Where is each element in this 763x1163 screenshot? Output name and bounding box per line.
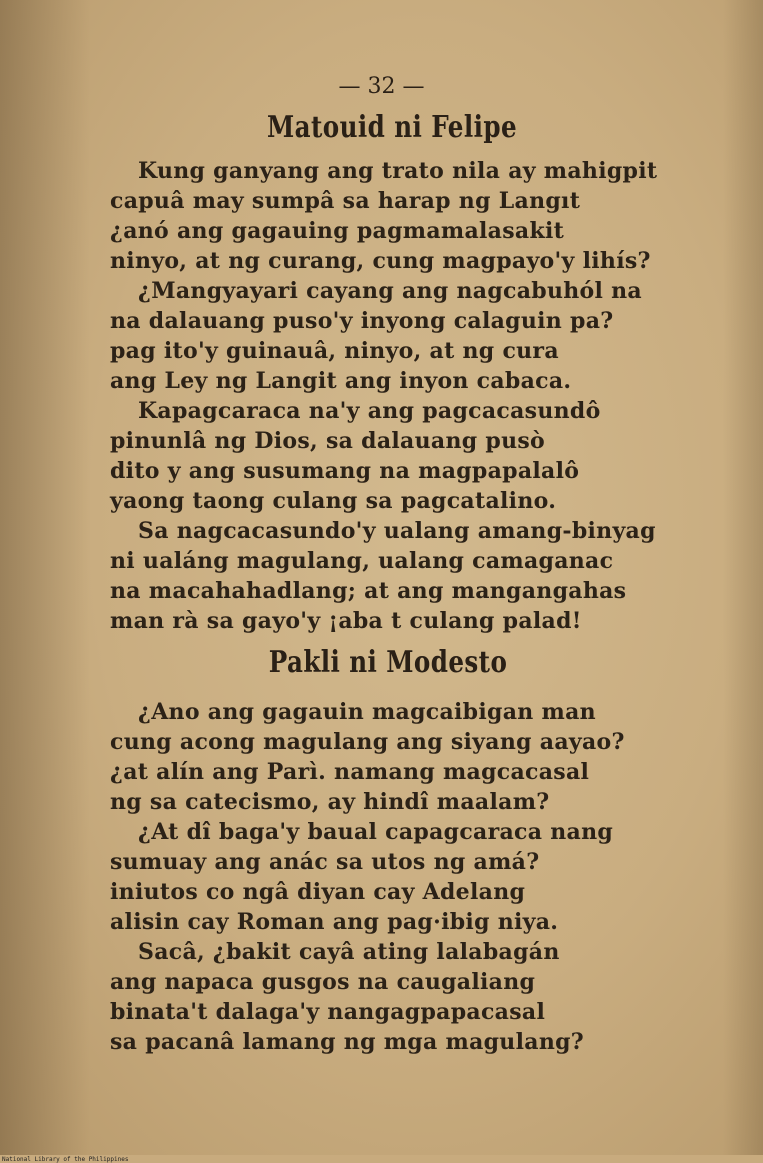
verse-line: sa pacanâ lamang ng mga magulang? [110, 1029, 584, 1055]
verse-line: sumuay ang anác sa utos ng amá? [110, 849, 540, 875]
verse-line: ¿Ano ang gagauin magcaibigan man [138, 699, 596, 725]
verse-line: man rà sa gayo'y ¡aba t culang palad! [110, 608, 582, 634]
verse-line: Kapagcaraca na'y ang pagcacasundô [138, 398, 601, 424]
verse-line: binata't dalaga'y nangagpapacasal [110, 999, 546, 1025]
section-pakli-text [110, 697, 730, 1057]
verse-line: capuâ may sumpâ sa harap ng Langıt [110, 188, 581, 214]
verse-line: yaong taong culang sa pagcatalino. [110, 488, 557, 514]
verse-line: ninyo, at ng curang, cung magpayo'y lihís? [110, 248, 651, 274]
verse-line: na dalauang puso'y inyong calaguin pa? [110, 308, 614, 334]
verse-line: ng sa catecismo, ay hindî maalam? [110, 789, 550, 815]
verse-line: alisin cay Roman ang pag·ibig niya. [110, 909, 559, 935]
verse-line: ¿Mangyayari cayang ang nagcabuhól na [138, 278, 642, 304]
verse-line: pinunlâ ng Dios, sa dalauang pusò [110, 428, 546, 454]
verse-line: iniutos co ngâ diyan cay Adelang [110, 879, 526, 905]
verse-line: ¿at alín ang Parì. namang magcacasal [110, 759, 590, 785]
page-shadow-left [0, 0, 90, 1155]
verse-line: ang napaca gusgos na caugaliang [110, 969, 536, 995]
verse-line: Sa nagcacasundo'y ualang amang-binyag [138, 518, 656, 544]
section-title-pakli: Pakli ni Modesto [268, 645, 508, 680]
verse-line: dito y ang susumang na magpapalalô [110, 458, 580, 484]
verse-line: Kung ganyang ang trato nila ay mahigpit [138, 158, 658, 184]
page-number: — 32 — [338, 74, 425, 99]
section-matouid-text [110, 156, 730, 636]
verse-line: ang Ley ng Langit ang inyon cabaca. [110, 368, 572, 394]
verse-line: ¿anó ang gagauing pagmamalasakit [110, 218, 565, 244]
section-title-matouid: Matouid ni Felipe [266, 110, 518, 145]
verse-line: cung acong magulang ang siyang aayao? [110, 729, 625, 755]
verse-line: pag ito'y guinauâ, ninyo, at ng cura [110, 338, 559, 364]
verse-line: na macahahadlang; at ang mangangahas [110, 578, 627, 604]
verse-line: ¿At dî baga'y baual capagcaraca nang [138, 819, 614, 845]
library-footer: National Library of the Philippines [2, 1156, 129, 1163]
verse-line: ni ualáng magulang, ualang camaganac [110, 548, 614, 574]
verse-line: Sacâ, ¿bakit cayâ ating lalabagán [138, 939, 560, 965]
